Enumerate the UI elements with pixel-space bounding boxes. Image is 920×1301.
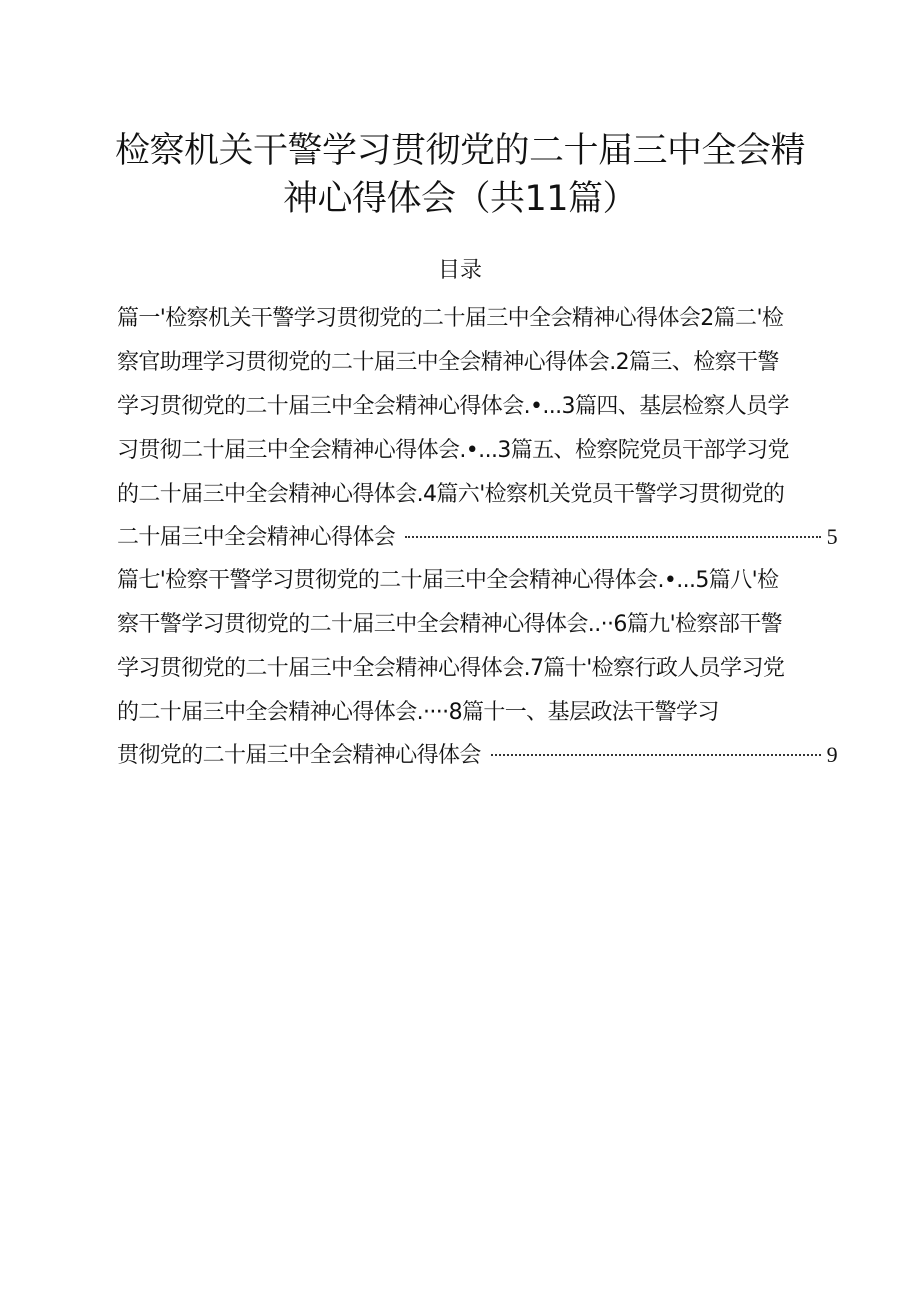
document-title-line-1: 检察机关干警学习贯彻党的二十届三中全会精 — [114, 131, 805, 171]
document-title-line-2: 神心得体会（共11篇） — [282, 179, 638, 219]
toc-entry-dotted — [117, 738, 837, 773]
toc-entry-dotted — [117, 520, 837, 555]
toc-entry-text: 贯彻党的二十届三中全会精神心得体会 — [117, 743, 481, 768]
toc-page-number: 9 — [826, 742, 837, 767]
toc-dot-leader — [405, 536, 820, 538]
toc-line: 篇七'检察干警学习贯彻党的二十届三中全会精神心得体会.•...5篇八'检 — [117, 568, 779, 593]
toc-page-number: 5 — [826, 524, 837, 549]
toc-dot-leader — [491, 754, 821, 756]
toc-line: 学习贯彻党的二十届三中全会精神心得体会.•...3篇四、基层检察人员学 — [117, 394, 789, 419]
toc-line: 的二十届三中全会精神心得体会.····8篇十一、基层政法干警学习 — [117, 700, 719, 725]
toc-line: 察干警学习贯彻党的二十届三中全会精神心得体会..··6篇九'检察部干警 — [117, 612, 783, 637]
toc-line: 学习贯彻党的二十届三中全会精神心得体会.7篇十'检察行政人员学习党 — [117, 656, 785, 681]
toc-entry-text: 二十届三中全会精神心得体会 — [117, 525, 396, 550]
toc-line: 的二十届三中全会精神心得体会.4篇六'检察机关党员干警学习贯彻党的 — [117, 482, 785, 507]
toc-line: 篇一'检察机关干警学习贯彻党的二十届三中全会精神心得体会2篇二'检 — [117, 306, 784, 331]
toc-line: 察官助理学习贯彻党的二十届三中全会精神心得体会.2篇三、检察干警 — [117, 350, 779, 375]
toc-line: 习贯彻二十届三中全会精神心得体会.•...3篇五、检察院党员干部学习党 — [117, 438, 789, 463]
toc-heading: 目录 — [437, 258, 482, 283]
